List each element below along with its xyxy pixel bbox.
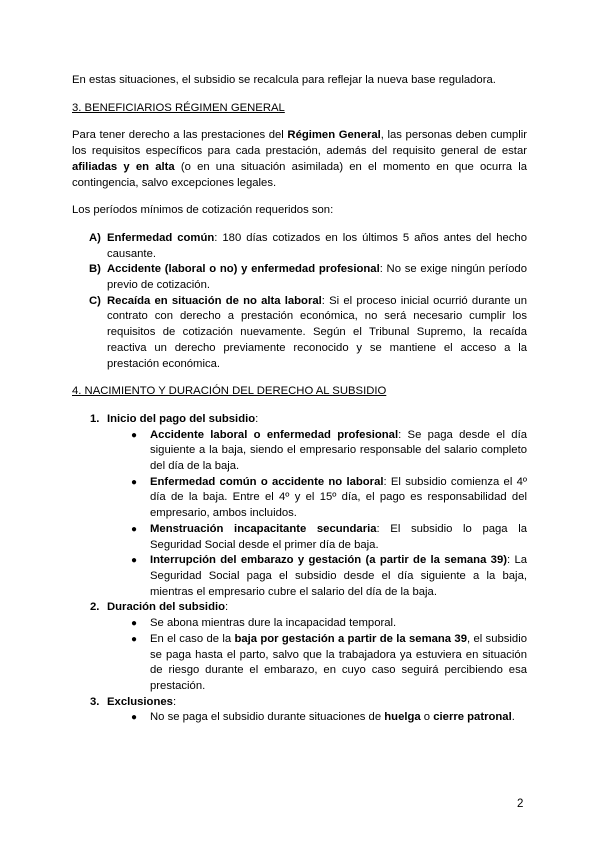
list-item xyxy=(72,294,527,373)
item-text: No se paga el subsidio durante situaciones de xyxy=(150,711,385,724)
bullet-icon: ● xyxy=(131,633,138,645)
bullet-item xyxy=(107,475,527,522)
item-text: o xyxy=(420,711,434,724)
list-item xyxy=(72,695,527,726)
page-content xyxy=(72,73,527,726)
item-term: baja por gestación a partir de la semana 39 xyxy=(234,632,467,645)
section-3-paragraph-1 xyxy=(72,128,527,191)
text-span: , las personas deben cumplir los requisitos específicos para cada prestación, además del requisito general de estar xyxy=(72,129,527,158)
list-item xyxy=(72,231,527,262)
bullet-item xyxy=(107,553,527,600)
item-text: : 180 días cotizados en los últimos 5 años antes del hecho causante. xyxy=(107,231,527,260)
list-item xyxy=(72,412,527,600)
item-text: , el subsidio se paga hasta el parto, salvo que la trabajadora ya estuviera en situación de riesgo durante el embarazo, en cuyo caso seguirá percibiendo esa prestación. xyxy=(150,632,528,692)
item-term: Enfermedad común o accidente no laboral xyxy=(150,475,384,488)
item-title: Duración del subsidio xyxy=(107,601,226,614)
list-marker: B) xyxy=(89,263,101,276)
item-term: Interrupción del embarazo y gestación (a partir de la semana 39) xyxy=(150,554,507,567)
item-term: Recaída en situación de no alta laboral xyxy=(107,294,322,307)
bullet-list xyxy=(107,710,527,726)
text-span: Para tener derecho a las prestaciones del xyxy=(72,129,288,142)
list-marker: 1. xyxy=(90,412,100,425)
item-text: En el caso de la xyxy=(150,632,235,645)
list-item xyxy=(72,600,527,694)
bullet-item xyxy=(107,616,527,632)
list-marker: A) xyxy=(89,231,101,244)
list-item xyxy=(72,262,527,293)
bullet-icon: ● xyxy=(131,618,138,630)
section-3-paragraph-2: Los períodos mínimos de cotización requeridos son: xyxy=(72,204,334,217)
list-marker: 3. xyxy=(90,695,100,708)
item-text: : La Seguridad Social paga el subsidio desde el día siguiente a la baja, mientras el empresario cubre el salario del día de la baja. xyxy=(150,554,528,598)
item-term: Accidente laboral o enfermedad profesional xyxy=(150,428,399,441)
item-colon: : xyxy=(172,695,177,708)
item-text: : Si el proceso inicial ocurrió durante un contrato con derecho a prestación económica, no será necesario cumplir los requisitos de cotización nuevamente. Según el Tribunal Supremo, la recaída reactiva un derecho previamente reconocido y se mantiene el acceso a la prestación económica. xyxy=(107,294,527,370)
item-colon: : xyxy=(225,601,229,614)
item-term: Accidente (laboral o no) y enfermedad profesional xyxy=(107,263,380,276)
bullet-item xyxy=(107,522,527,553)
bullet-icon: ● xyxy=(131,523,138,535)
item-text: : No se exige ningún período previo de cotización. xyxy=(107,263,527,292)
text-span: (o en una situación asimilada) en el momento en que ocurra la contingencia, salvo excepciones legales. xyxy=(72,160,527,189)
cotizacion-list xyxy=(72,231,527,372)
item-text: : El subsidio lo paga la Seguridad Social desde el primer día de baja. xyxy=(150,522,527,551)
bullet-list xyxy=(107,616,527,695)
item-colon: : xyxy=(255,412,259,425)
item-term: huelga xyxy=(384,711,421,724)
item-text: Se abona mientras dure la incapacidad temporal. xyxy=(150,617,397,630)
section-4-heading: 4. NACIMIENTO Y DURACIÓN DEL DERECHO AL SUBSIDIO xyxy=(72,385,387,398)
item-term: Enfermedad común xyxy=(107,231,215,244)
item-term: Menstruación incapacitante secundaria xyxy=(150,522,377,535)
bullet-item xyxy=(107,710,527,726)
list-marker: C) xyxy=(89,294,101,307)
intro-paragraph: En estas situaciones, el subsidio se recalcula para reflejar la nueva base reguladora. xyxy=(72,74,496,86)
bold-regimen-general: Régimen General xyxy=(287,129,381,142)
bullet-list xyxy=(107,428,527,601)
section-3-heading: 3. BENEFICIARIOS RÉGIMEN GENERAL xyxy=(72,101,285,114)
item-text: : Se paga desde el día siguiente a la baja, siendo el empresario responsable del salario completo del día de la baja. xyxy=(150,428,527,473)
item-text: : El subsidio comienza el 4º día de la baja. Entre el 4º y el 15º día, el pago es responsabilidad del empresario, ambos incluidos. xyxy=(150,475,527,520)
bullet-icon: ● xyxy=(131,429,138,441)
list-marker: 2. xyxy=(90,601,100,614)
bullet-icon: ● xyxy=(131,555,138,567)
subsidio-list xyxy=(72,412,527,726)
item-title: Exclusiones xyxy=(107,695,173,708)
bold-afiliadas-alta: afiliadas y en alta xyxy=(72,160,175,173)
item-title: Inicio del pago del subsidio xyxy=(107,412,256,425)
item-text: . xyxy=(511,711,515,724)
bullet-icon: ● xyxy=(131,712,138,724)
bullet-icon: ● xyxy=(131,476,138,488)
bullet-item xyxy=(107,632,527,695)
bullet-item xyxy=(107,428,527,475)
item-term: cierre patronal xyxy=(433,711,512,724)
page-number: 2 xyxy=(517,798,524,810)
